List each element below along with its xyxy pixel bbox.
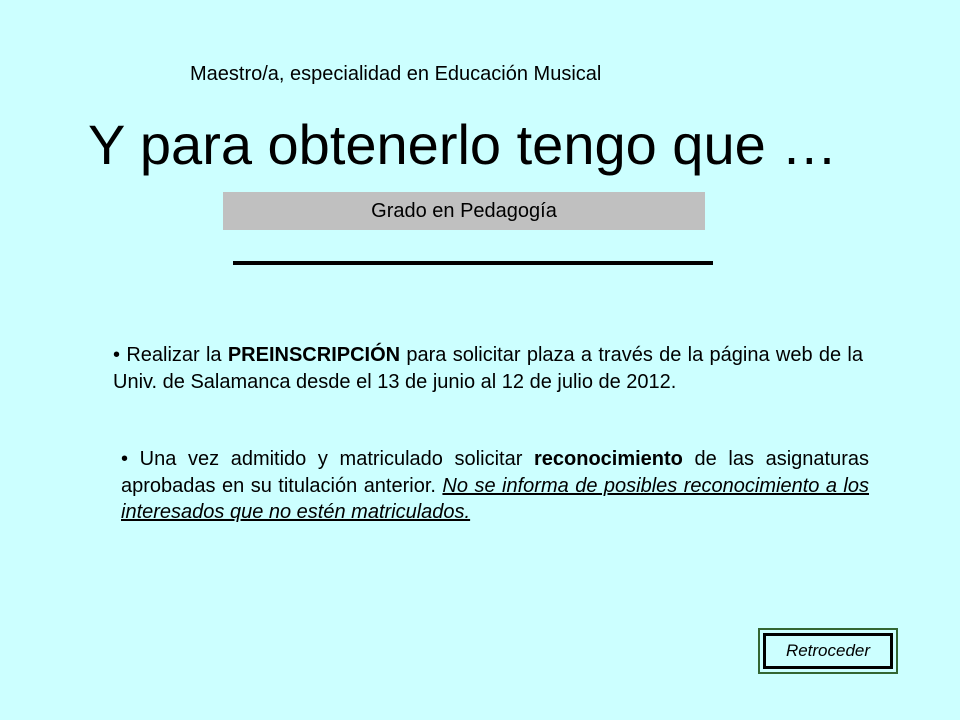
bullet-text: para solicitar plaza a través de la página web de la Univ. de Salamanca desde el 13 de junio al 12 de julio de 2012. [113,344,863,393]
slide-title: Y para obtenerlo tengo que … [88,113,838,176]
bullet-underlined-note: No se informa de posibles reconocimiento a los interesados que no estén matriculados. [121,474,869,524]
bullet-bold-text: PREINSCRIPCIÓN [227,344,401,366]
slide-subtitle: Maestro/a, especialidad en Educación Musical [190,63,602,85]
separator-line [233,261,713,265]
grado-label: Grado en Pedagogía [371,199,557,222]
grado-box [223,192,705,230]
bullet-text: Realizar la [120,344,228,366]
back-button[interactable] [758,628,898,674]
back-button-label: Retroceder [785,641,871,660]
bullet-icon: • [113,344,121,366]
back-button-face[interactable] [763,633,893,669]
bullet-text: de las asignaturas aprobadas en su titulación anterior. [121,448,869,497]
bullet-item-preinscripcion [113,342,863,395]
bullet-item-reconocimiento [121,446,869,526]
bullet-icon: • [121,448,129,470]
bullet-bold-text: reconocimiento [533,448,683,470]
bullet-text: Una vez admitido y matriculado solicitar [128,448,534,470]
